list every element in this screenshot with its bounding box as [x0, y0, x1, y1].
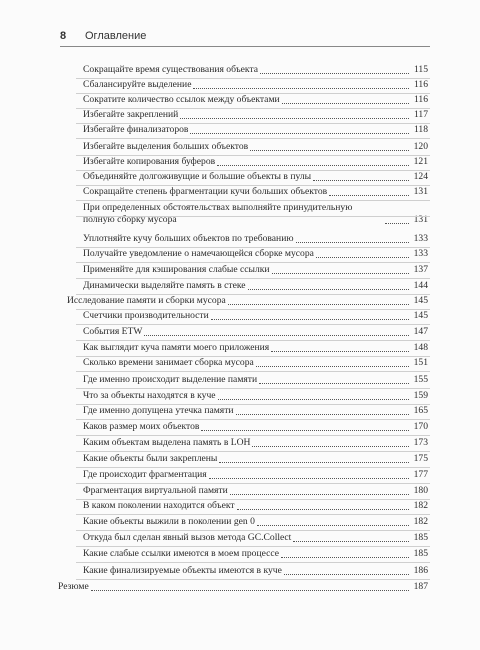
- toc-entry[interactable]: [83, 79, 428, 91]
- dot-leader: [236, 414, 409, 415]
- toc-entry-page: 120: [413, 141, 428, 152]
- toc-entry[interactable]: [83, 141, 428, 153]
- dot-leader: [218, 399, 409, 400]
- dot-leader: [201, 430, 409, 431]
- dot-leader: [211, 319, 409, 320]
- row-separator: [76, 138, 430, 139]
- toc-entry-title: Избегайте копирования буферов: [83, 156, 216, 167]
- dot-leader: [271, 351, 409, 352]
- toc-entry-page: 115: [413, 64, 428, 75]
- header-rule: [60, 46, 430, 47]
- toc-entry-title: Где происходит фрагментация: [83, 469, 207, 480]
- toc-entry[interactable]: [83, 156, 428, 168]
- toc-entry-title: Какие объекты выжили в поколении gen 0: [83, 516, 255, 527]
- toc-entry-page: 185: [413, 548, 428, 559]
- toc-entry-title: Резюме: [58, 581, 89, 592]
- row-separator: [76, 562, 430, 563]
- dot-leader: [250, 150, 409, 151]
- dot-leader: [230, 494, 409, 495]
- toc-entry-page: 182: [413, 516, 428, 527]
- toc-entry[interactable]: [83, 374, 428, 386]
- toc-entry-page: 155: [413, 374, 428, 385]
- dot-leader: [284, 574, 409, 575]
- toc-entry-page: 116: [413, 94, 428, 105]
- toc-entry[interactable]: [83, 94, 428, 106]
- dot-leader: [329, 195, 409, 196]
- toc-entry[interactable]: [83, 124, 428, 136]
- toc-entry-page: 187: [413, 581, 428, 592]
- toc-entry[interactable]: [83, 186, 428, 198]
- running-title: Оглавление: [85, 30, 147, 42]
- page-number: 8: [60, 30, 67, 42]
- dot-leader: [252, 446, 409, 447]
- dot-leader: [193, 88, 409, 89]
- row-separator: [76, 278, 430, 279]
- toc-entry-title: Счетчики производительности: [83, 310, 209, 321]
- toc-entry-title: Исследование памяти и сборки мусора: [67, 295, 226, 306]
- toc-entry-title: Динамически выделяйте память в стеке: [83, 280, 246, 291]
- dot-leader: [259, 383, 409, 384]
- row-separator: [76, 200, 430, 201]
- toc-entry-title: Фрагментация виртуальной памяти: [83, 485, 228, 496]
- dot-leader: [237, 509, 409, 510]
- toc-entry-title: Избегайте выделения больших объектов: [83, 141, 249, 152]
- toc-entry-page: 175: [413, 453, 428, 464]
- toc-entry-title: Каков размер моих объектов: [83, 421, 200, 432]
- toc-entry[interactable]: [83, 516, 428, 528]
- dot-leader: [293, 541, 409, 542]
- dot-leader: [180, 118, 409, 119]
- toc-entry-page: 145: [413, 310, 428, 321]
- running-header: [60, 30, 432, 42]
- toc-entry-page: 133: [413, 248, 428, 259]
- row-separator: [76, 530, 430, 531]
- toc-entry-title: Что за объекты находятся в куче: [83, 390, 216, 401]
- toc-entry-title: Какие объекты были закреплены: [83, 453, 218, 464]
- toc-entry-page: 133: [413, 233, 428, 244]
- toc-entry[interactable]: [83, 453, 428, 465]
- row-separator: [76, 579, 430, 580]
- dot-leader: [272, 273, 409, 274]
- toc-entry-title: Какие слабые ссылки имеются в моем процессе: [83, 548, 279, 559]
- toc-entry-title: Как выглядит куча памяти моего приложения: [83, 342, 270, 353]
- toc-entry[interactable]: [83, 233, 428, 245]
- toc-entry-title: Сколько времени занимает сборка мусора: [83, 357, 254, 368]
- toc-entry-title: В каком поколении находится объект: [83, 500, 235, 511]
- toc-entry-page: 124: [413, 171, 428, 182]
- toc-entry[interactable]: [83, 310, 428, 322]
- toc-entry[interactable]: [83, 485, 428, 497]
- toc-entry[interactable]: [58, 581, 428, 593]
- toc-entry-title: Где именно допущена утечка памяти: [83, 405, 234, 416]
- row-separator: [76, 435, 430, 436]
- toc-entry[interactable]: [83, 64, 428, 76]
- dot-leader: [385, 223, 409, 224]
- toc-entry-title: Какие финализируемые объекты имеются в куче: [83, 565, 282, 576]
- toc-entry[interactable]: [83, 437, 428, 449]
- dot-leader: [91, 590, 409, 591]
- toc-entry-title: Применяйте для кэширования слабые ссылки: [83, 264, 270, 275]
- toc-entry-page: 131: [413, 186, 428, 197]
- toc-entry-page: 137: [413, 264, 428, 275]
- toc-entry-title: Избегайте закреплений: [83, 109, 179, 120]
- toc-entry-page: 180: [413, 485, 428, 496]
- row-separator: [76, 546, 430, 547]
- toc-entry-title: Где именно происходит выделение памяти: [83, 374, 258, 385]
- toc-entry-page: 116: [413, 79, 428, 90]
- toc-entry[interactable]: [83, 248, 428, 260]
- row-separator: [76, 483, 430, 484]
- dot-leader: [296, 242, 410, 243]
- dot-leader: [256, 366, 409, 367]
- row-separator: [76, 514, 430, 515]
- toc-entry[interactable]: [83, 171, 428, 183]
- toc-entry[interactable]: [83, 532, 428, 544]
- dot-leader: [190, 133, 409, 134]
- toc-entry-title: Избегайте финализаторов: [83, 124, 189, 135]
- toc-entry-title: Уплотняйте кучу больших объектов по требованию: [83, 233, 294, 244]
- toc-entry[interactable]: [83, 109, 428, 121]
- dot-leader: [219, 462, 409, 463]
- toc-entry-page: 177: [413, 469, 428, 480]
- toc-entry-title: При определенных обстоятельствах выполняйте принудительную полную сборку мусора: [83, 202, 353, 225]
- toc-entry[interactable]: [83, 202, 428, 226]
- row-separator: [76, 262, 430, 263]
- dot-leader: [260, 73, 409, 74]
- dot-leader: [281, 557, 409, 558]
- row-separator: [76, 340, 430, 341]
- toc-entry[interactable]: [83, 405, 428, 417]
- dot-leader: [217, 165, 409, 166]
- toc-entry-page: 145: [413, 295, 428, 306]
- toc-entry-page: 148: [413, 342, 428, 353]
- dot-leader: [228, 304, 409, 305]
- toc-entry[interactable]: [83, 326, 428, 338]
- toc-entry-title: Откуда был сделан явный вызов метода GC.Collect: [83, 532, 292, 543]
- toc-entry-page: 182: [413, 500, 428, 511]
- toc-entry[interactable]: [83, 469, 428, 481]
- toc-entry-page: 185: [413, 532, 428, 543]
- toc-entry[interactable]: [83, 565, 428, 577]
- toc-entry-page: 159: [413, 390, 428, 401]
- toc-entry-title: События ETW: [83, 326, 143, 337]
- dot-leader: [144, 335, 409, 336]
- dot-leader: [316, 257, 409, 258]
- toc-entry-page: 170: [413, 421, 428, 432]
- toc-entry-page: 117: [413, 109, 428, 120]
- toc-entry[interactable]: [83, 548, 428, 560]
- row-separator: [76, 451, 430, 452]
- toc-entry-page: 151: [413, 357, 428, 368]
- row-separator: [76, 388, 430, 389]
- toc-entry-title: Сокращайте степень фрагментации кучи больших объектов: [83, 186, 328, 197]
- toc-entry-title: Получайте уведомление о намечающейся сборке мусора: [83, 248, 314, 259]
- toc-entry-page: 131: [413, 214, 428, 225]
- toc-entry-title: Объединяйте долгоживущие и большие объекты в пулы: [83, 171, 312, 182]
- row-separator: [76, 419, 430, 420]
- toc-entry-title: Сбалансируйте выделение: [83, 79, 192, 90]
- toc-entry-title: Каким объектам выделена память в LOH: [83, 437, 251, 448]
- toc-entry[interactable]: [83, 500, 428, 512]
- row-separator: [76, 216, 430, 217]
- toc-entry[interactable]: [83, 280, 428, 292]
- toc-entry[interactable]: [83, 421, 428, 433]
- toc-entry-title: Сократите количество ссылок между объектами: [83, 94, 280, 105]
- row-separator: [76, 324, 430, 325]
- dot-leader: [282, 103, 409, 104]
- toc-entry[interactable]: [83, 357, 428, 369]
- toc-entry-page: 147: [413, 326, 428, 337]
- toc-entry-page: 165: [413, 405, 428, 416]
- row-separator: [76, 467, 430, 468]
- toc-entry-page: 118: [413, 124, 428, 135]
- toc-entry[interactable]: [83, 390, 428, 402]
- toc-entry-page: 144: [413, 280, 428, 291]
- dot-leader: [313, 180, 409, 181]
- dot-leader: [257, 525, 409, 526]
- toc-entry[interactable]: [83, 264, 428, 276]
- dot-leader: [209, 478, 409, 479]
- toc-entry-page: 121: [413, 156, 428, 167]
- toc-entry-title: Сокращайте время существования объекта: [83, 64, 259, 75]
- toc-entry-page: 186: [413, 565, 428, 576]
- toc-entry[interactable]: [83, 342, 428, 354]
- row-separator: [76, 371, 430, 372]
- dot-leader: [248, 289, 409, 290]
- toc-entry-page: 173: [413, 437, 428, 448]
- toc-entry[interactable]: [67, 295, 428, 307]
